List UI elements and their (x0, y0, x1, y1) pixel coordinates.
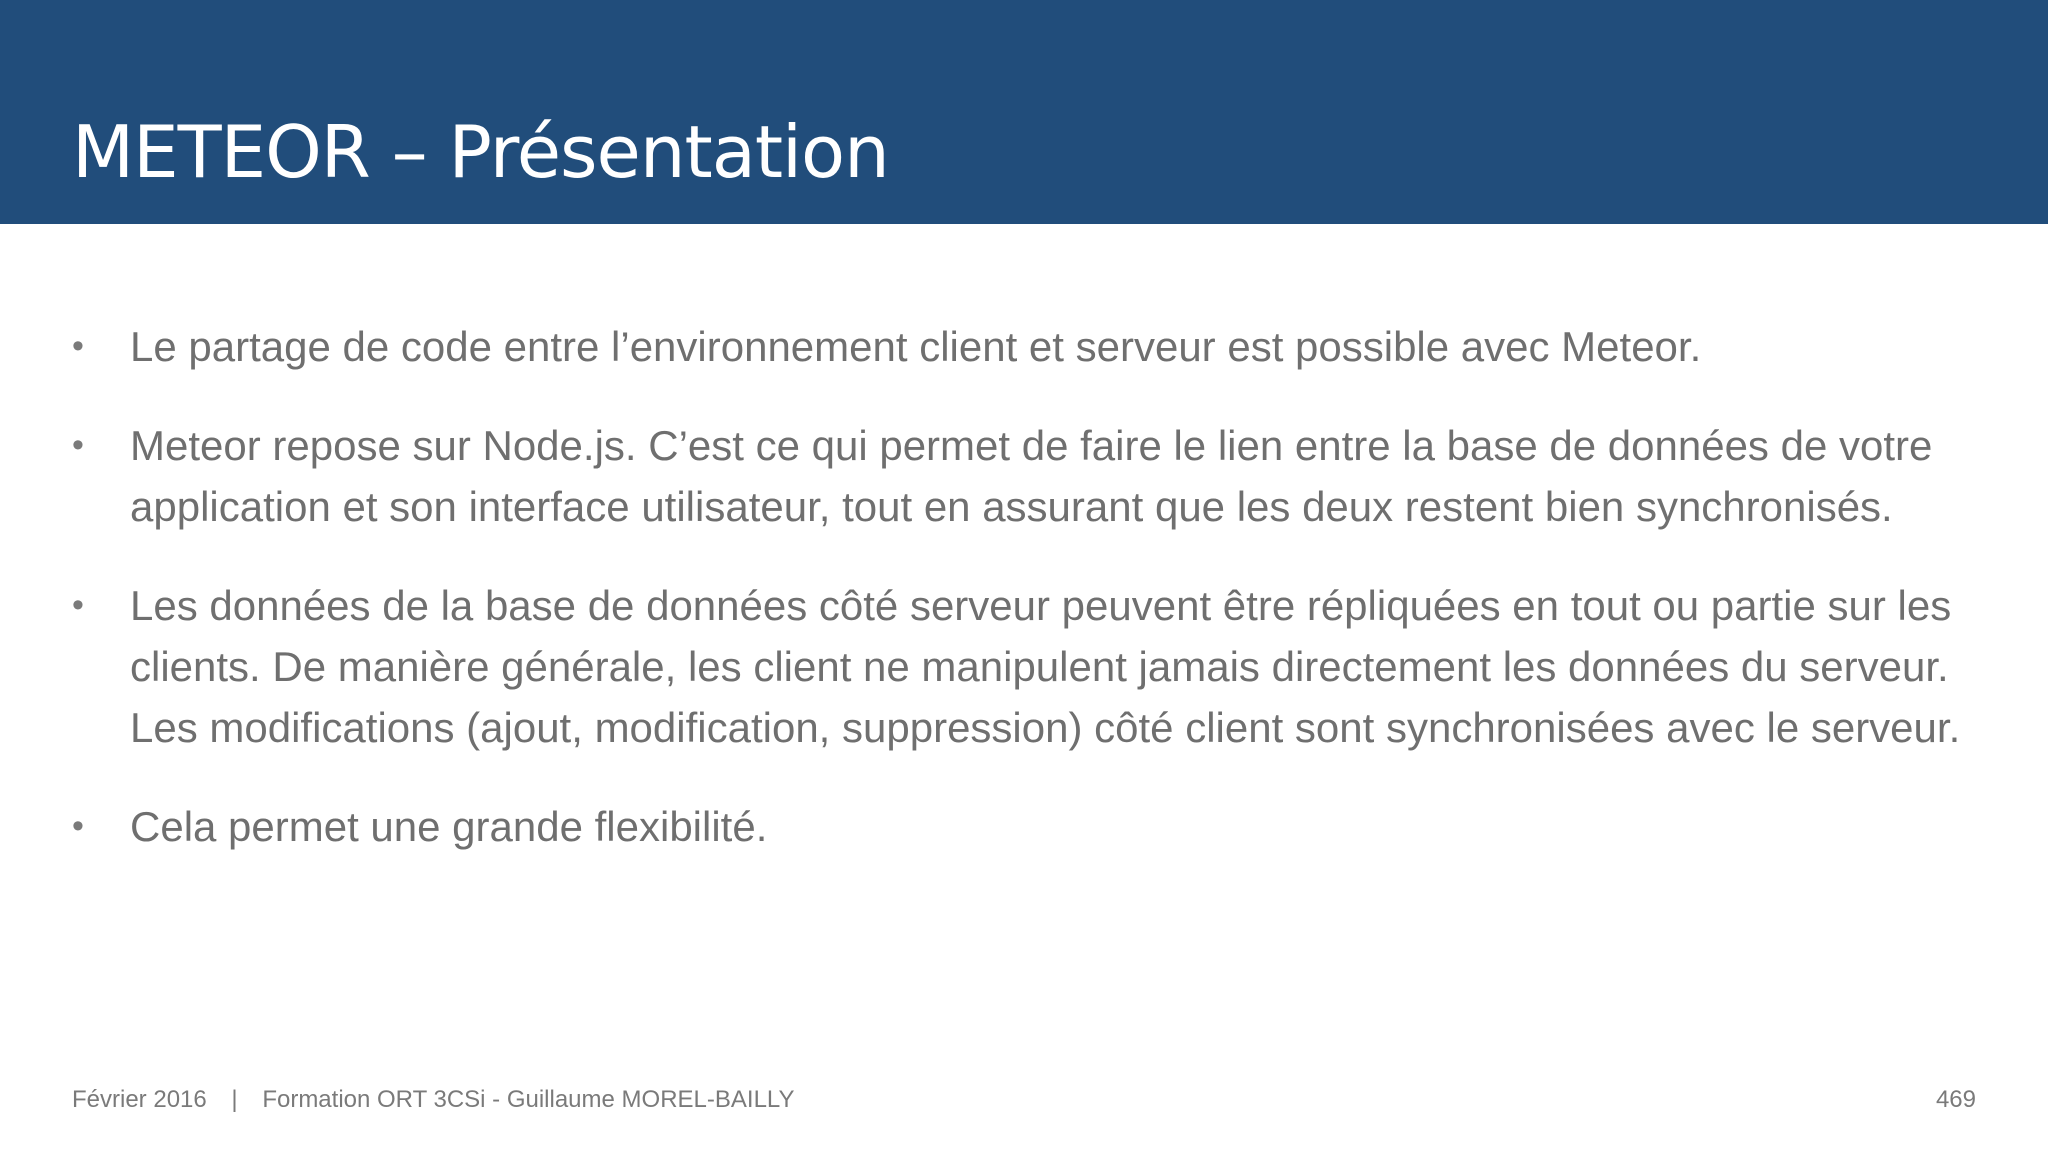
bullet-icon: • (72, 327, 84, 365)
bullet-line: clients. De manière générale, les client ne manipulent jamais directement les données du serveur. (130, 643, 1949, 690)
footer-course: Formation ORT 3CSi - Guillaume MOREL-BAILLY (262, 1086, 795, 1113)
bullet-icon: • (72, 807, 84, 845)
bullet-item (72, 575, 1972, 758)
footer-date: Février 2016 (72, 1086, 207, 1113)
bullet-item (72, 796, 1972, 857)
bullet-line: Les modifications (ajout, modification, suppression) côté client sont synchronisées avec le serveur. (130, 704, 1961, 751)
page-number: 469 (1935, 1086, 1976, 1113)
slide-title: METEOR – Présentation (72, 110, 889, 194)
footer-separator: | (231, 1086, 238, 1113)
bullet-line: Cela permet une grande flexibilité. (130, 803, 768, 850)
footer-info (72, 1084, 794, 1116)
bullet-icon: • (72, 586, 84, 624)
bullet-list (72, 316, 1972, 895)
bullet-line: Les données de la base de données côté serveur peuvent être répliquées en tout ou partie sur les (130, 582, 1952, 629)
bullet-icon: • (72, 426, 84, 464)
bullet-line: application et son interface utilisateur, tout en assurant que les deux restent bien synchronisés. (130, 483, 1893, 530)
bullet-item (72, 316, 1972, 377)
title-bar (0, 0, 2048, 224)
bullet-line: Meteor repose sur Node.js. C’est ce qui permet de faire le lien entre la base de données de votre (130, 422, 1933, 469)
bullet-item (72, 415, 1972, 537)
bullet-line: Le partage de code entre l’environnement client et serveur est possible avec Meteor. (130, 323, 1702, 370)
